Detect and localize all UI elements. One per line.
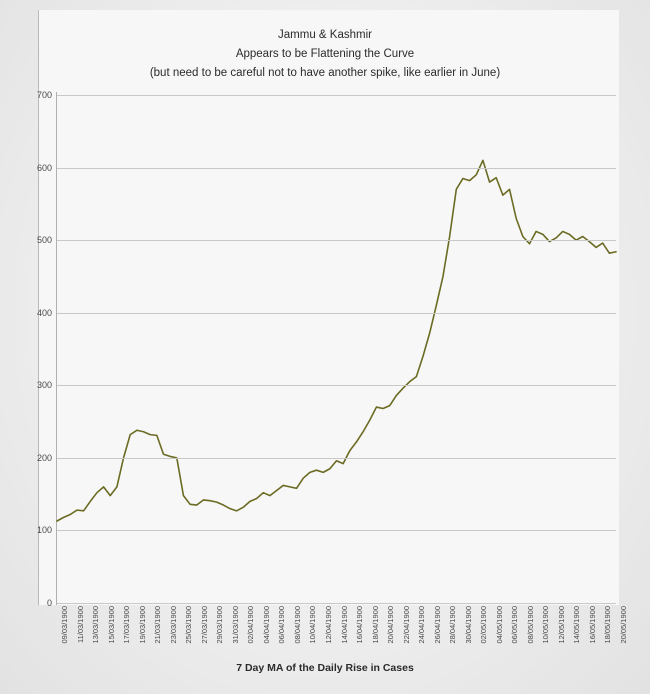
x-tick-label: 30/04/1900 [463,606,473,644]
x-tick-label: 22/04/1900 [401,606,411,644]
gridline [57,313,616,314]
x-tick-label: 06/04/1900 [277,606,287,644]
x-tick-label: 12/04/1900 [323,606,333,644]
gridline [57,530,616,531]
plot-area [57,95,616,603]
x-tick-label: 17/03/1900 [122,606,132,644]
y-tick-label: 500 [36,235,52,246]
x-tick-label: 10/04/1900 [308,606,318,644]
x-tick-label: 11/03/1900 [75,606,85,643]
x-tick-label: 08/04/1900 [292,606,302,644]
x-tick-label: 28/04/1900 [448,606,458,644]
x-tick-label: 08/05/1900 [525,606,535,644]
x-tick-label: 06/05/1900 [510,606,520,644]
x-tick-label: 04/05/1900 [494,606,504,644]
x-tick-label: 16/04/1900 [355,606,365,644]
gridline [57,458,616,459]
x-tick-label: 09/03/1900 [60,606,69,644]
x-tick-label: 26/04/1900 [432,606,442,644]
x-tick-label: 27/03/1900 [199,606,209,644]
gridline [57,168,616,169]
y-tick-label: 100 [36,525,52,536]
y-tick-label: 600 [36,162,52,173]
x-tick-label: 12/05/1900 [556,606,566,644]
y-tick-label: 200 [36,452,52,463]
y-axis-ticks [8,90,52,608]
y-tick-label: 700 [36,90,52,100]
x-tick-label: 02/04/1900 [246,606,256,644]
x-tick-label: 21/03/1900 [153,606,163,644]
gridline [57,385,616,386]
x-tick-label: 20/05/1900 [619,606,628,644]
x-tick-label: 14/04/1900 [339,606,349,644]
x-axis-ticks [57,606,628,666]
chart-subtitle: Appears to be Flattening the Curve [235,48,415,60]
x-tick-label: 23/03/1900 [168,606,178,644]
x-tick-label: 13/03/1900 [91,606,101,644]
x-tick-label: 02/05/1900 [479,606,489,644]
x-tick-label: 16/05/1900 [587,606,597,644]
chart-title: Jammu & Kashmir [278,29,372,41]
gridline [57,95,616,96]
x-axis-label: 7 Day MA of the Daily Rise in Cases [236,662,414,674]
series-line [57,95,616,603]
x-tick-label: 04/04/1900 [261,606,271,644]
x-tick-label: 18/05/1900 [603,606,613,644]
gridline [57,603,616,604]
x-tick-label: 20/04/1900 [386,606,396,644]
x-tick-label: 15/03/1900 [106,606,116,644]
y-tick-label: 0 [46,598,52,608]
y-tick-label: 400 [36,307,52,318]
gridline [57,240,616,241]
x-tick-label: 24/04/1900 [417,606,427,644]
x-tick-label: 31/03/1900 [230,606,240,644]
chart-note: (but need to be careful not to have another spike, like earlier in June) [149,67,501,79]
x-tick-label: 14/05/1900 [572,606,582,644]
x-tick-label: 29/03/1900 [215,606,225,644]
y-tick-label: 300 [36,380,52,391]
x-tick-label: 18/04/1900 [370,606,380,644]
x-tick-label: 19/03/1900 [137,606,147,644]
x-tick-label: 10/05/1900 [541,606,551,644]
x-tick-label: 25/03/1900 [184,606,194,644]
